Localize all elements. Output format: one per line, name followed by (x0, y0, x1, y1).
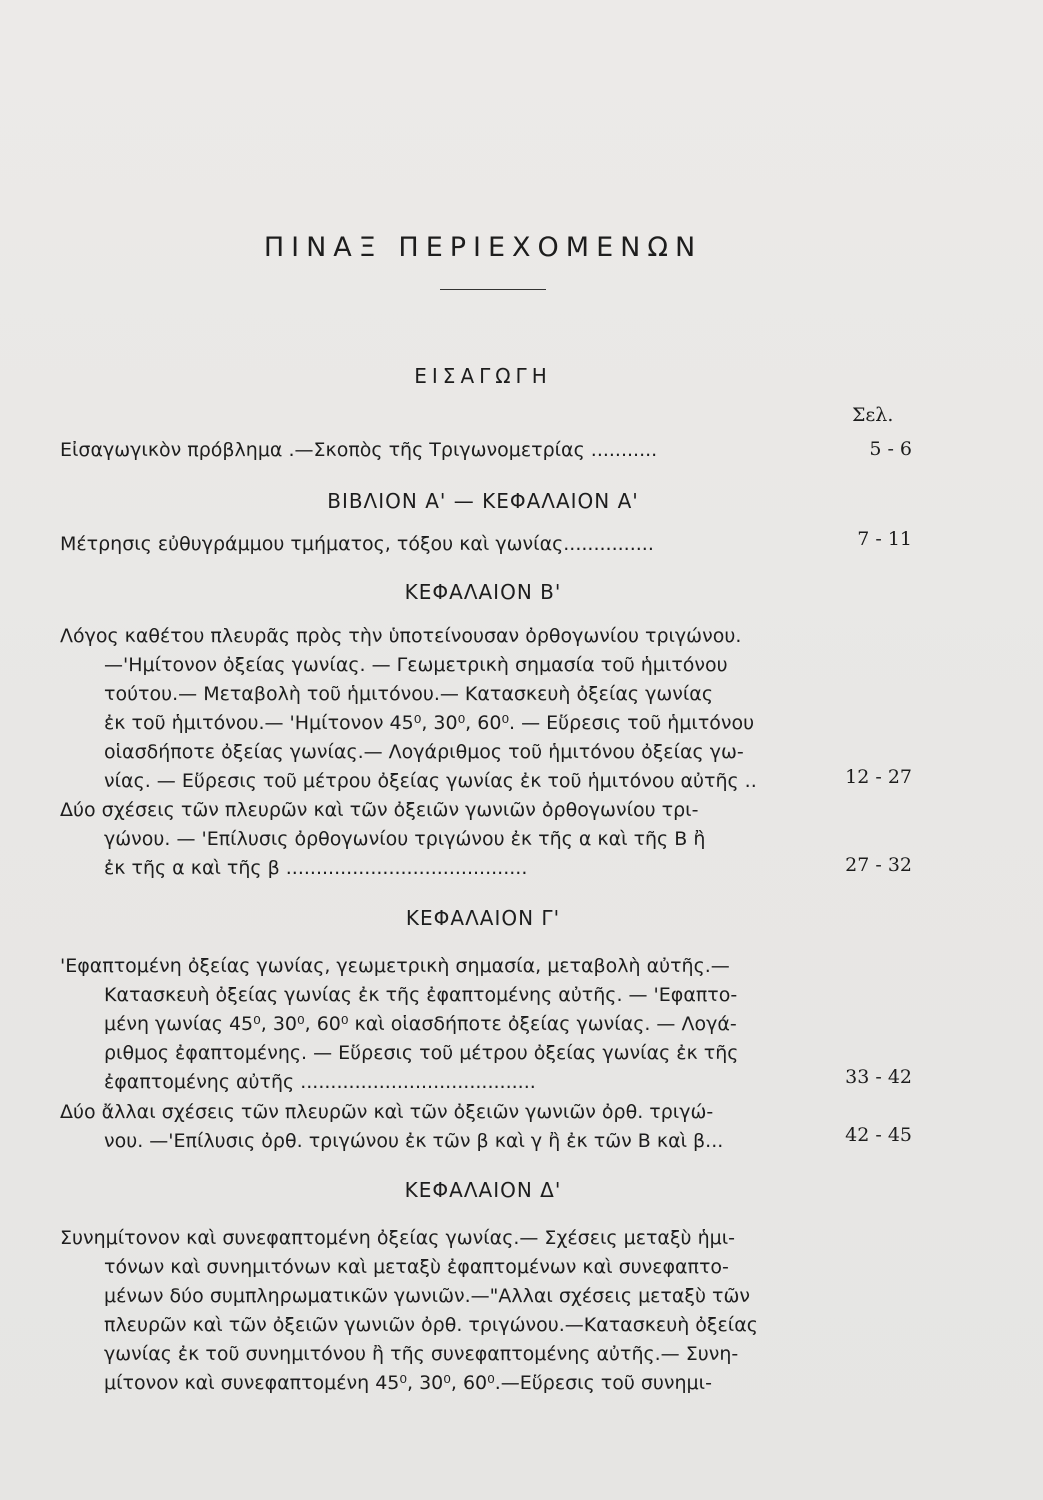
entry-pages: 7 - 11 (857, 528, 912, 550)
toc-entry (60, 952, 778, 1097)
entry-pages: 42 - 45 (845, 1124, 912, 1146)
title-rule (440, 289, 546, 290)
section-heading-intro: ΕΙΣΑΓΩΓΗ (414, 364, 552, 388)
toc-entry (60, 530, 778, 559)
entry-line: πλευρῶν καὶ τῶν ὀξειῶν γωνιῶν ὀρθ. τριγώνου.—Κατασκευὴ ὀξείας (104, 1314, 758, 1336)
entry-line: Συνημίτονον καὶ συνεφαπτομένη ὀξείας γωνίας.— Σχέσεις μεταξὺ ἡμι- (60, 1227, 735, 1249)
toc-entry (60, 1098, 778, 1156)
entry-line: μίτονον καὶ συνεφαπτομένη 45⁰, 30⁰, 60⁰.—Εὕρεσις τοῦ συνημι- (104, 1372, 712, 1394)
entry-line: 'Εφαπτομένη ὀξείας γωνίας, γεωμετρικὴ σημασία, μεταβολὴ αὐτῆς.— (60, 955, 730, 977)
toc-entry (60, 622, 778, 796)
toc-entry (60, 796, 778, 883)
entry-line: ἐκ τῆς α καὶ τῆς β ........................................ (104, 857, 528, 879)
entry-pages: 27 - 32 (845, 854, 912, 876)
entry-line: γώνου. — 'Επίλυσις ὀρθογωνίου τριγώνου ἐκ τῆς α καὶ τῆς Β ἢ (104, 828, 706, 850)
entry-line: οἱασδήποτε ὀξείας γωνίας.— Λογάριθμος τοῦ ἡμιτόνου ὀξείας γω- (104, 741, 744, 763)
entry-line: Κατασκευὴ ὀξείας γωνίας ἐκ τῆς ἐφαπτομένης αὐτῆς. — 'Εφαπτο- (104, 984, 738, 1006)
entry-line: —'Ημίτονον ὀξείας γωνίας. — Γεωμετρικὴ σημασία τοῦ ἡμιτόνου (104, 654, 728, 676)
entry-line: τούτου.— Μεταβολὴ τοῦ ἡμιτόνου.— Κατασκευὴ ὀξείας γωνίας (104, 683, 713, 705)
entry-line: Εἰσαγωγικὸν πρόβλημα .—Σκοπὸς τῆς Τριγωνομετρίας ........... (60, 439, 658, 461)
entry-line: Μέτρησις εὐθυγράμμου τμήματος, τόξου καὶ γωνίας............... (60, 533, 654, 555)
entry-line: γωνίας ἐκ τοῦ συνημιτόνου ἢ τῆς συνεφαπτομένης αὐτῆς.— Συνη- (104, 1343, 739, 1365)
toc-entry (60, 1224, 778, 1398)
entry-line: ἐφαπτομένης αὐτῆς ....................................... (104, 1071, 536, 1093)
entry-pages: 33 - 42 (845, 1066, 912, 1088)
entry-line: Λόγος καθέτου πλευρᾶς πρὸς τὴν ὑποτείνουσαν ὀρθογωνίου τριγώνου. (60, 625, 742, 647)
entry-line: Δύο ἄλλαι σχέσεις τῶν πλευρῶν καὶ τῶν ὀξειῶν γωνιῶν ὀρθ. τριγώ- (60, 1101, 714, 1123)
entry-line: ἐκ τοῦ ἡμιτόνου.— 'Ημίτονον 45⁰, 30⁰, 60⁰. — Εὕρεσις τοῦ ἡμιτόνου (104, 712, 755, 734)
toc-entry (60, 436, 778, 465)
entry-line: νίας. — Εὕρεσις τοῦ μέτρου ὀξείας γωνίας ἐκ τοῦ ἡμιτόνου αὐτῆς .. (104, 770, 757, 792)
entry-line: νου. —'Επίλυσις ὀρθ. τριγώνου ἐκ τῶν β καὶ γ ἢ ἐκ τῶν Β καὶ β... (104, 1130, 724, 1152)
entry-pages: 5 - 6 (869, 438, 912, 460)
entry-line: ριθμος ἐφαπτομένης. — Εὕρεσις τοῦ μέτρου ὀξείας γωνίας ἐκ τῆς (104, 1042, 739, 1064)
entry-line: Δύο σχέσεις τῶν πλευρῶν καὶ τῶν ὀξειῶν γωνιῶν ὀρθογωνίου τρι- (60, 799, 699, 821)
page-title: ΠΙΝΑΞ ΠΕΡΙΕΧΟΜΕΝΩΝ (263, 232, 703, 263)
section-heading-chapter-a: ΒΙΒΛΙΟΝ Α' — ΚΕΦΑΛΑΙΟΝ Α' (327, 489, 639, 513)
page-column-label: Σελ. (852, 404, 894, 426)
entry-line: τόνων καὶ συνημιτόνων καὶ μεταξὺ ἐφαπτομένων καὶ συνεφαπτο- (104, 1256, 729, 1278)
section-heading-chapter-b: ΚΕΦΑΛΑΙΟΝ Β' (404, 580, 562, 604)
entry-line: μένη γωνίας 45⁰, 30⁰, 60⁰ καὶ οἱασδήποτε ὀξείας γωνίας. — Λογά- (104, 1013, 737, 1035)
section-heading-chapter-c: ΚΕΦΑΛΑΙΟΝ Γ' (405, 906, 561, 930)
entry-pages: 12 - 27 (845, 766, 912, 788)
entry-line: μένων δύο συμπληρωματικῶν γωνιῶν.—"Αλλαι σχέσεις μεταξὺ τῶν (104, 1285, 750, 1307)
section-heading-chapter-d: ΚΕΦΑΛΑΙΟΝ Δ' (404, 1178, 562, 1202)
